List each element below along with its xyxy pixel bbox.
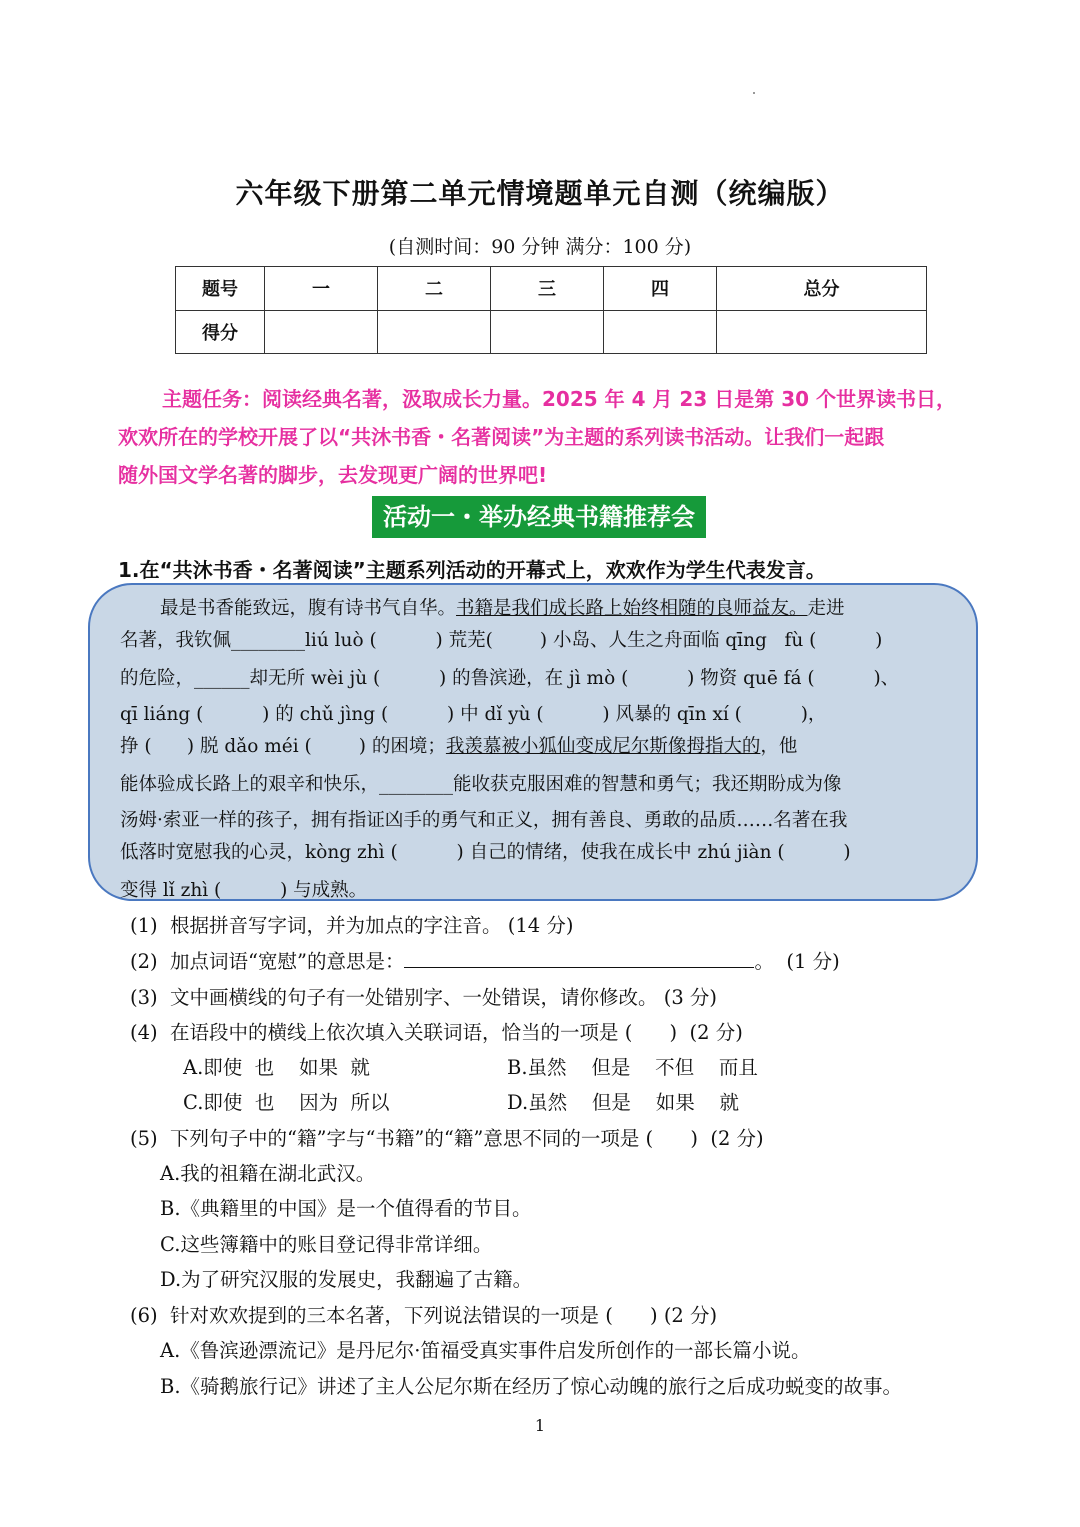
score-cell: 一 [265,267,378,311]
passage-line: 的危险，______却无所 wèi jù ( ) 的鲁滨逊，在 jì mò ( ) 物资 quē fá ( )、 [120,668,900,689]
activity-banner: 活动一・举办经典书籍推荐会 [372,496,706,538]
option[interactable]: B.《典籍里的中国》是一个值得看的节目。 [160,1197,532,1220]
passage-line: qī liáng ( ) 的 chǔ jìng ( ) 中 dǐ yù ( ) 风暴的 qīn xí ( )， [120,704,827,725]
option[interactable]: B.《骑鹅旅行记》讲述了主人公尼尔斯在经历了惊心动魄的旅行之后成功蜕变的故事。 [160,1375,903,1398]
option[interactable]: D.为了研究汉服的发展史，我翻遍了古籍。 [160,1268,533,1291]
option[interactable]: A.我的祖籍在湖北武汉。 [160,1162,376,1185]
scan-speck [753,92,755,94]
option[interactable]: A.即使 也 如果 就 [183,1056,370,1079]
passage-line [160,594,845,620]
theme-line: 主题任务：阅读经典名著，汲取成长力量。2025 年 4 月 23 日是第 30 个世界读书日， [162,387,956,411]
score-cell: 三 [491,267,604,311]
option[interactable]: D.虽然 但是 如果 就 [507,1091,740,1114]
passage-text: ，他 [760,736,798,757]
score-input-cell[interactable] [265,310,378,354]
option[interactable]: B.虽然 但是 不但 而且 [507,1056,758,1079]
underlined-sentence: 我羡慕被小狐仙变成尼尔斯像拇指大的 [445,736,761,757]
theme-task [118,380,968,494]
underlined-sentence: 书籍是我们成长路上始终相随的良师益友。 [456,598,808,619]
sub-question-text: (2) 加点词语“宽慰”的意思是： [130,950,405,973]
score-input-cell[interactable] [491,310,604,354]
score-cell: 总分 [717,267,927,311]
theme-line: 随外国文学名著的脚步，去发现更广阔的世界吧! [118,463,548,487]
answer-blank[interactable] [404,949,754,968]
passage-line: 汤姆·索亚一样的孩子，拥有指证凶手的勇气和正义，拥有善良、勇敢的品质……名著在我 [120,810,848,831]
sub-question-text: 。 (1 分) [754,950,840,973]
question-stem: 1.在“共沐书香・名著阅读”主题系列活动的开幕式上，欢欢作为学生代表发言。 [118,558,826,582]
sub-question: (1) 根据拼音写字词，并为加点的字注音。 (14 分) [130,914,574,937]
score-table-header-row [176,267,927,311]
score-input-cell[interactable] [604,310,717,354]
sub-question [130,946,840,974]
exam-info: (自测时间：90 分钟 满分：100 分) [388,236,692,258]
score-input-cell[interactable] [717,310,927,354]
passage-text: 挣 ( ) 脱 dǎo méi ( ) 的困境； [120,736,446,757]
passage-line [120,732,797,758]
score-cell: 题号 [176,267,265,311]
score-table-score-row [176,310,927,354]
passage-line: 名著，我钦佩________liú luò ( ) 荒芜( ) 小岛、人生之舟面临 qīng fù ( ) [120,630,883,651]
score-cell: 得分 [176,310,265,354]
sub-question: (6) 针对欢欢提到的三本名著，下列说法错误的一项是 ( ) (2 分) [130,1304,718,1327]
score-cell: 四 [604,267,717,311]
page-title: 六年级下册第二单元情境题单元自测（统编版） [235,177,845,210]
option[interactable]: A.《鲁滨逊漂流记》是丹尼尔·笛福受真实事件启发所创作的一部长篇小说。 [160,1339,811,1362]
score-input-cell[interactable] [378,310,491,354]
score-cell: 二 [378,267,491,311]
passage-line: 变得 lǐ zhì ( ) 与成熟。 [120,880,368,901]
sub-question: (5) 下列句子中的“籍”字与“书籍”的“籍”意思不同的一项是 ( ) (2 分) [130,1127,764,1150]
score-table [175,266,927,354]
option[interactable]: C.即使 也 因为 所以 [183,1091,390,1114]
option[interactable]: C.这些簿籍中的账目登记得非常详细。 [160,1233,493,1256]
passage-text: 最是书香能致远，腹有诗书气自华。 [160,598,457,619]
passage-line: 低落时宽慰我的心灵，kòng zhì ( ) 自己的情绪，使我在成长中 zhú jiàn ( ) [120,842,851,863]
passage-text: 走进 [807,598,845,619]
passage-line: 能体验成长路上的艰辛和快乐，________能收获克服困难的智慧和勇气；我还期盼成为像 [120,774,842,795]
sub-question: (3) 文中画横线的句子有一处错别字、一处错误，请你修改。 (3 分) [130,986,718,1009]
theme-line: 欢欢所在的学校开展了以“共沐书香・名著阅读”为主题的系列读书活动。让我们一起跟 [118,425,885,449]
page-number: 1 [534,1416,546,1435]
sub-question: (4) 在语段中的横线上依次填入关联词语，恰当的一项是 ( ) (2 分) [130,1021,743,1044]
